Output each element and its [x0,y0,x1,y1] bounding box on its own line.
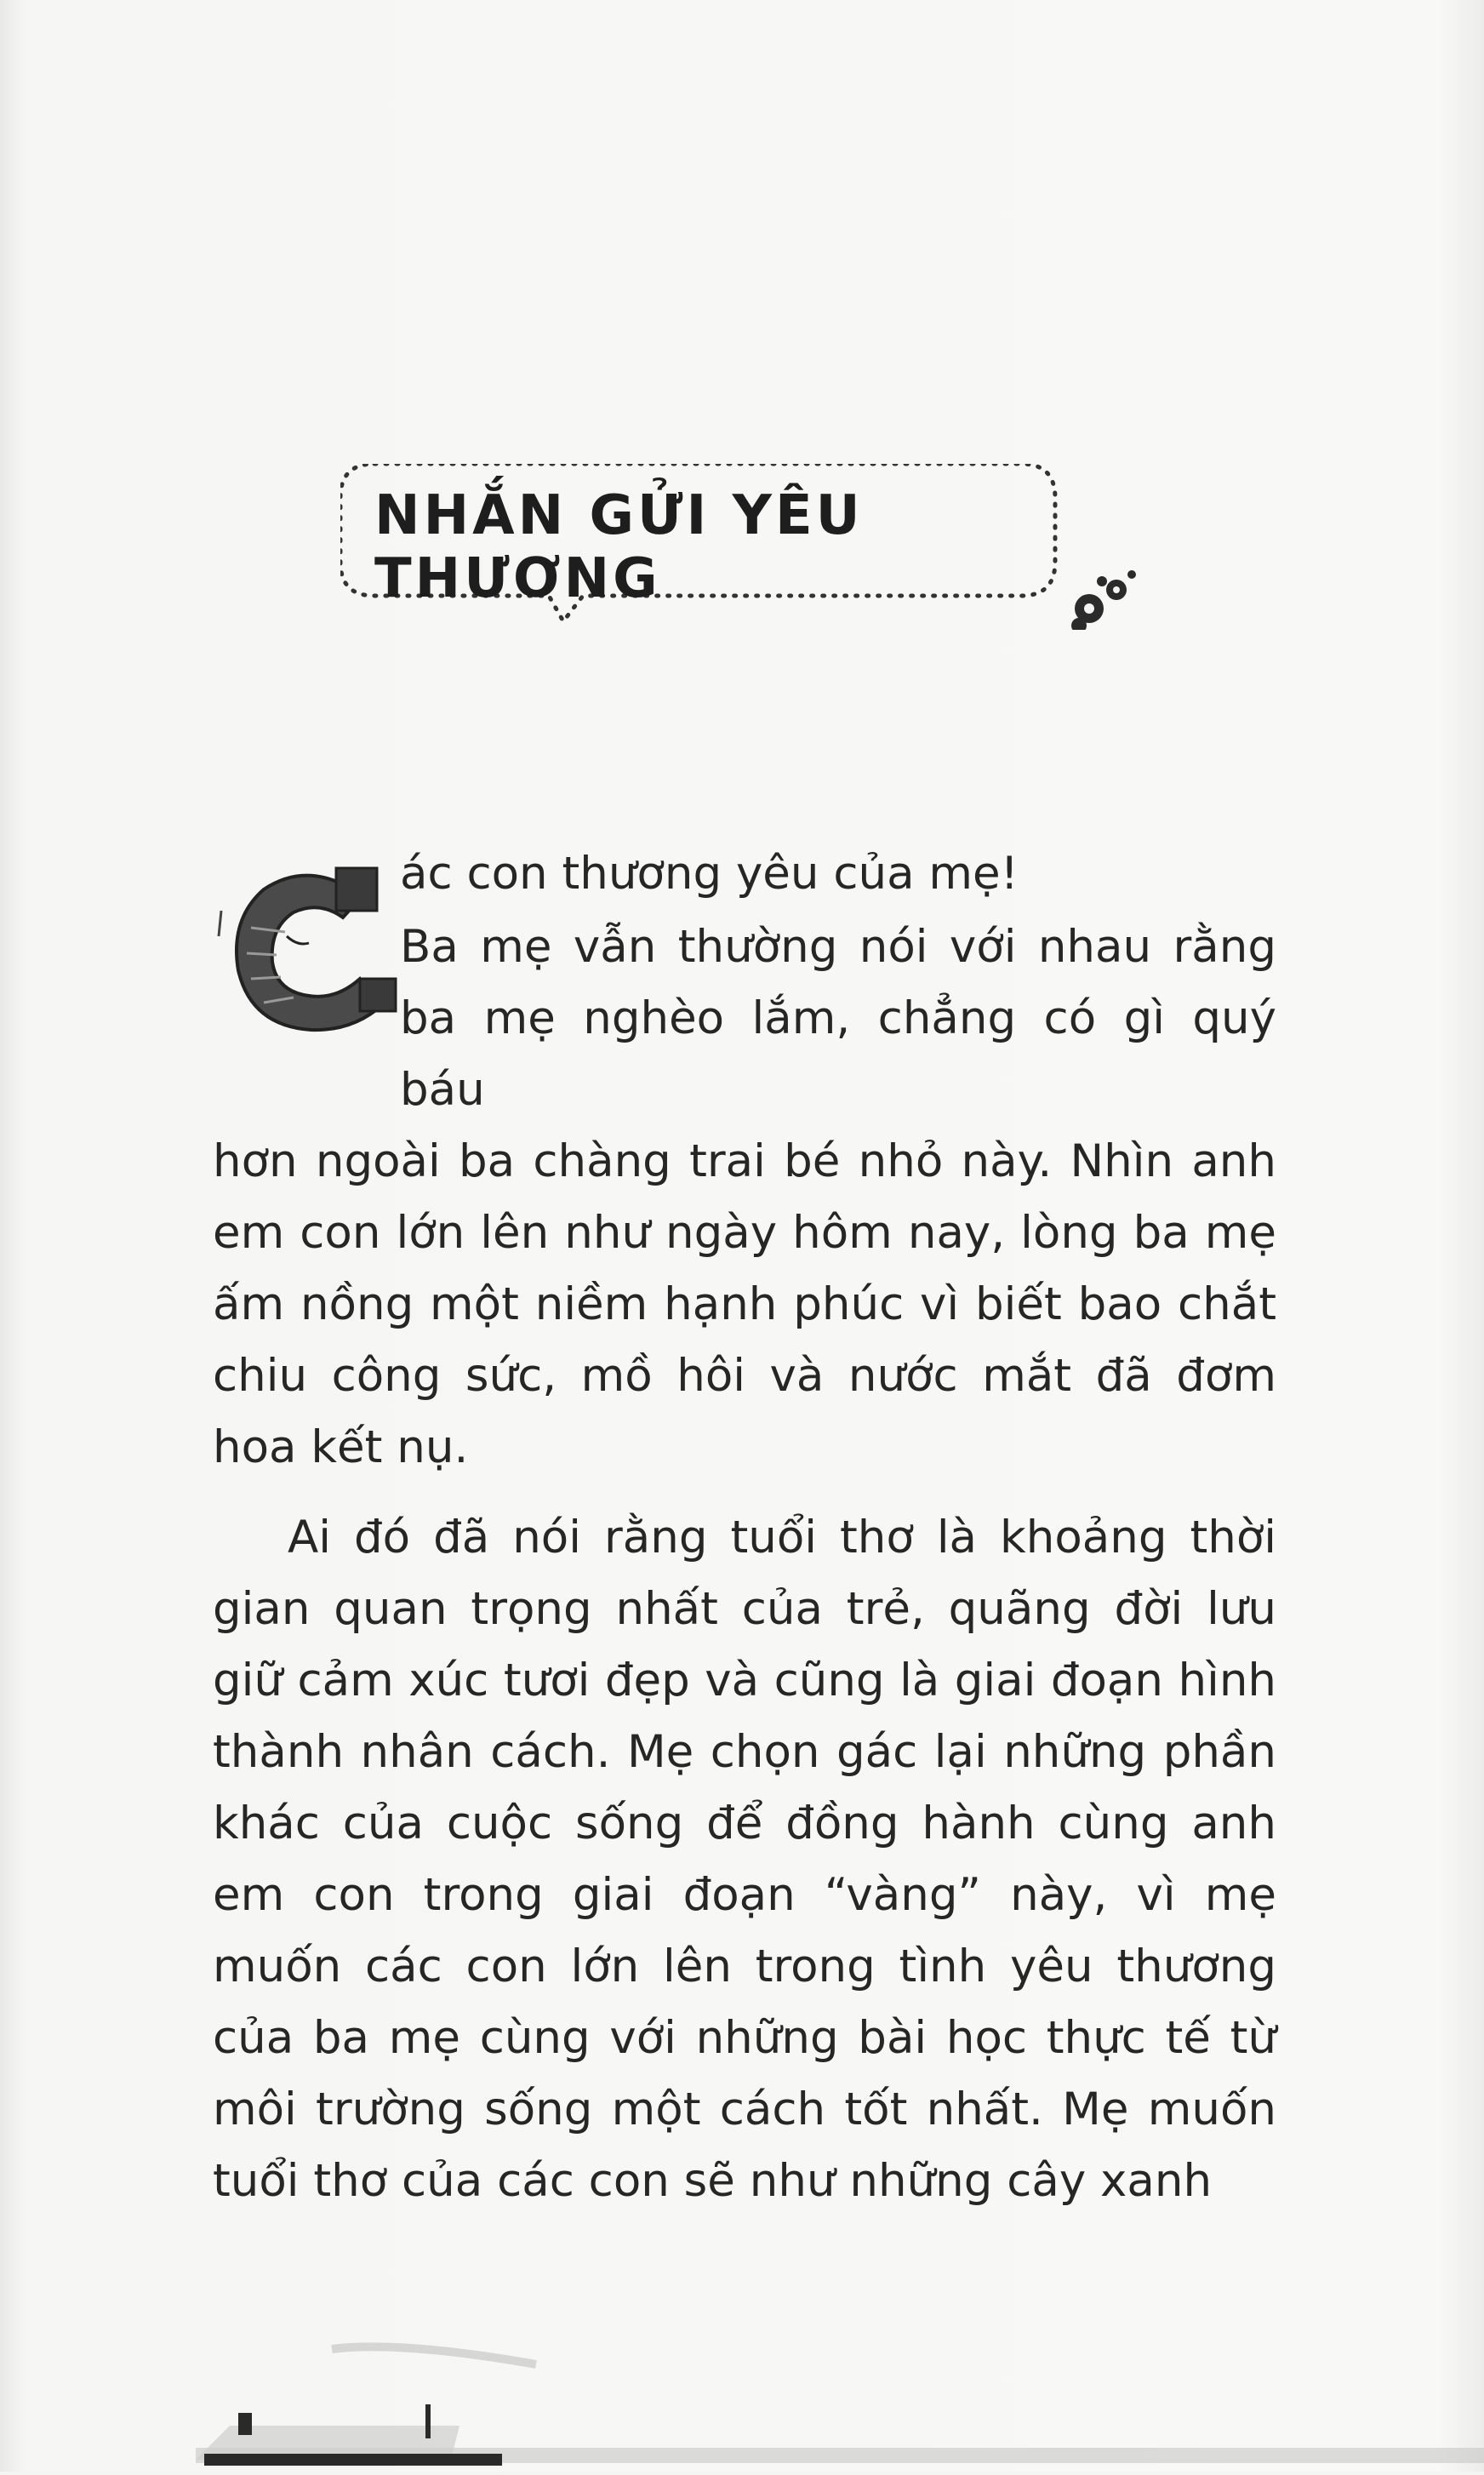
footer-illustration [196,2332,1484,2472]
greeting-line [213,838,1276,910]
paragraph-1-indented: Ba mẹ vẫn thường nói với nhau rằng ba mẹ nghèo lắm, chẳng có gì quý báu [400,921,1276,1116]
paragraph-1-rest: hơn ngoài ba chàng trai bé nhỏ này. Nhìn anh em con lớn lên như ngày hôm nay, lòng ba mẹ ấm nồng một niềm hạnh phúc vì biết bao chắt chiu công sức, mồ hôi và nước mắt đã đơm hoa kết nụ. [213,1135,1276,1473]
bottom-border-icon [196,2332,1484,2472]
title-speech-bubble [340,464,1166,630]
page-title: NHẮN GỬI YÊU THƯƠNG [374,483,864,610]
paragraph-2: Ai đó đã nói rằng tuổi thơ là khoảng thời gian quan trọng nhất của trẻ, quãng đời lưu giữ cảm xúc tươi đẹp và cũng là giai đoạn hình thành nhân cách. Mẹ chọn gác lại những phần khác của cuộc sống để đồng hành cùng anh em con trong giai đoạn “vàng” này, vì mẹ muốn các con lớn lên trong tình yêu thương của ba mẹ cùng với những bài học thực tế từ môi trường sống một cách tốt nhất. Mẹ muốn tuổi thơ của các con sẽ như những cây xanh [213,1512,1276,2207]
paragraph-1 [213,912,1276,1483]
body-text [213,838,1276,2217]
greeting-text: ác con thương yêu của mẹ! [400,848,1019,900]
